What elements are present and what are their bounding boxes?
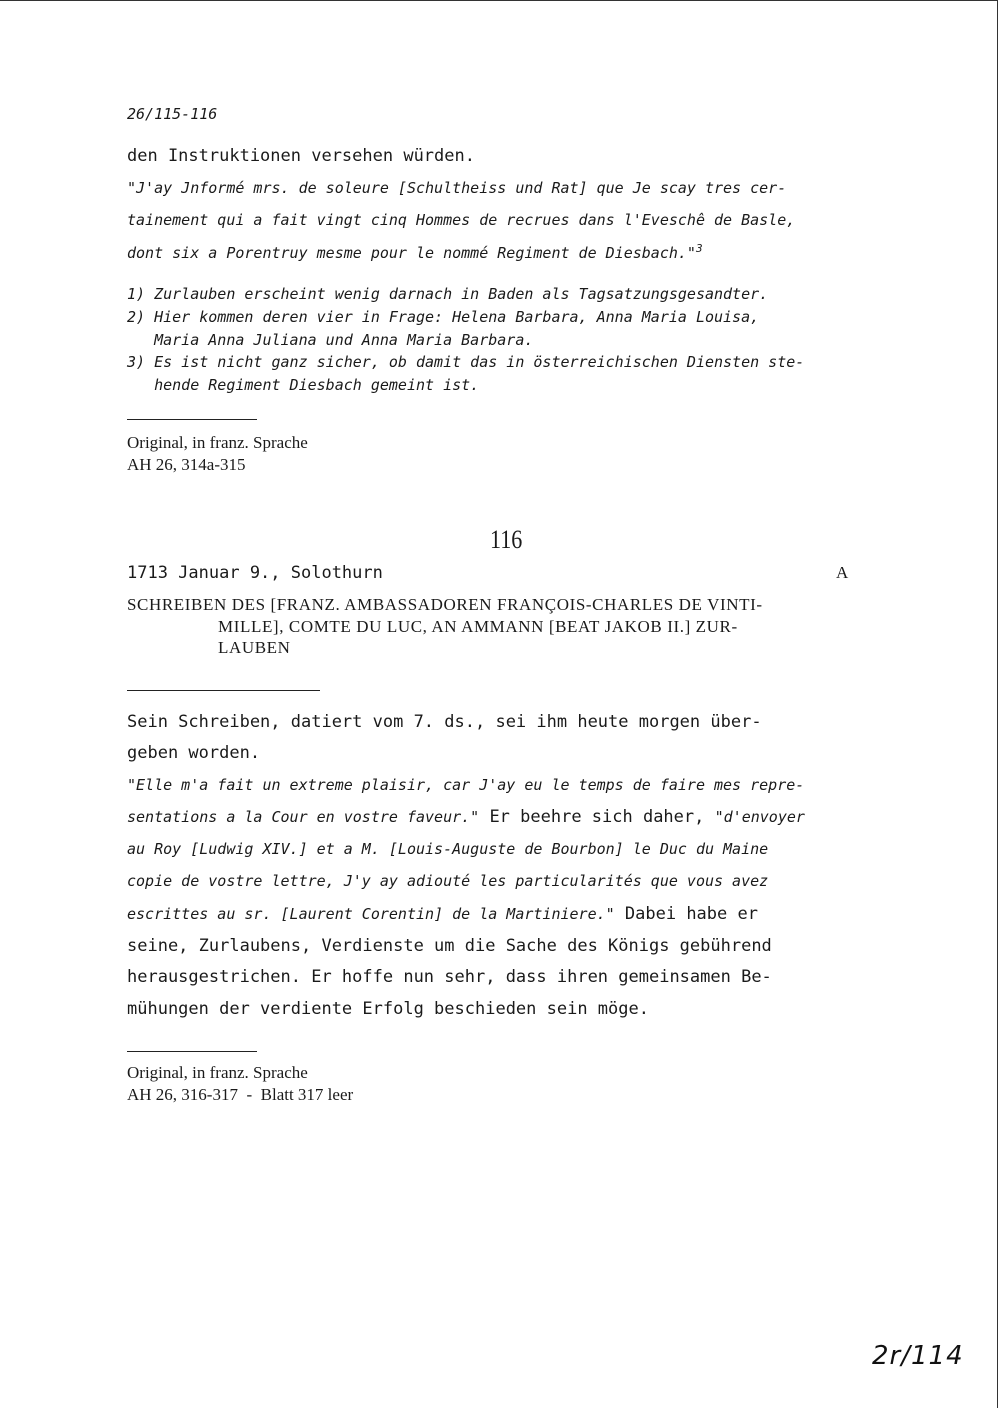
- footnote-marker: 3: [695, 242, 703, 255]
- mixed-line: sentations a la Cour en vostre faveur." Er beehre sich daher, "d'envoyer: [127, 807, 805, 827]
- footnote: Maria Anna Juliana und Anna Maria Barbara.: [127, 331, 534, 349]
- quote-line: dont six a Porentruy mesme pour le nommé Regiment de Diesbach."$^3$: [127, 242, 703, 262]
- text-line: seine, Zurlaubens, Verdienste um die Sache des Königs gebührend: [127, 936, 772, 956]
- source-note: Original, in franz. Sprache: [127, 1063, 308, 1082]
- quote-line: "J'ay Jnformé mrs. de soleure [Schultheiss und Rat] que Je scay tres cer-: [127, 179, 787, 197]
- text-line: herausgestrichen. Er hoffe nun sehr, dass ihren gemeinsamen Be-: [127, 967, 772, 987]
- document-letter: A: [836, 563, 849, 582]
- separator-rule: [127, 419, 257, 420]
- footnote: 1) Zurlauben erscheint wenig darnach in Baden als Tagsatzungsgesandter.: [127, 285, 769, 303]
- footnote: 3) Es ist nicht ganz sicher, ob damit das in österreichischen Diensten ste-: [127, 353, 805, 371]
- text-line: geben worden.: [127, 743, 261, 763]
- mixed-line: escrittes au sr. [Laurent Corentin] de la Martiniere." Dabei habe er: [127, 904, 758, 924]
- date-place: 1713 Januar 9., Solothurn: [127, 563, 383, 583]
- document-number: 116: [490, 525, 523, 554]
- source-note: AH 26, 316-317 - Blatt 317 leer: [127, 1085, 354, 1104]
- footnote: 2) Hier kommen deren vier in Frage: Helena Barbara, Anna Maria Louisa,: [127, 308, 760, 326]
- separator-rule: [127, 690, 320, 691]
- separator-rule: [127, 1051, 257, 1052]
- footnote: hende Regiment Diesbach gemeint ist.: [127, 376, 480, 394]
- document-title: LAUBEN: [218, 638, 291, 657]
- quote-line: "Elle m'a fait un extreme plaisir, car J'ay eu le temps de faire mes repre-: [127, 776, 805, 794]
- document-title: MILLE], COMTE DU LUC, AN AMMANN [BEAT JAKOB II.] ZUR-: [218, 617, 738, 636]
- source-note: Original, in franz. Sprache: [127, 433, 308, 452]
- header-reference: 26/115-116: [127, 105, 218, 123]
- quote-line: au Roy [Ludwig XIV.] et a M. [Louis-Auguste de Bourbon] le Duc du Maine: [127, 840, 769, 858]
- source-note: AH 26, 314a-315: [127, 455, 246, 474]
- quote-line: tainement qui a fait vingt cinq Hommes de recrues dans l'Eveschê de Basle,: [127, 211, 796, 229]
- text-line: mühungen der verdiente Erfolg beschieden sein möge.: [127, 999, 649, 1019]
- handwritten-page-mark: 2r/114: [872, 1341, 964, 1371]
- quote-line: copie de vostre lettre, J'y ay adiouté les particularités que vous avez: [127, 872, 769, 890]
- text-line: den Instruktionen versehen würden.: [127, 146, 475, 166]
- document-title: SCHREIBEN DES [FRANZ. AMBASSADOREN FRANÇOIS-CHARLES DE VINTI-: [127, 595, 763, 614]
- text-line: Sein Schreiben, datiert vom 7. ds., sei ihm heute morgen über-: [127, 712, 762, 732]
